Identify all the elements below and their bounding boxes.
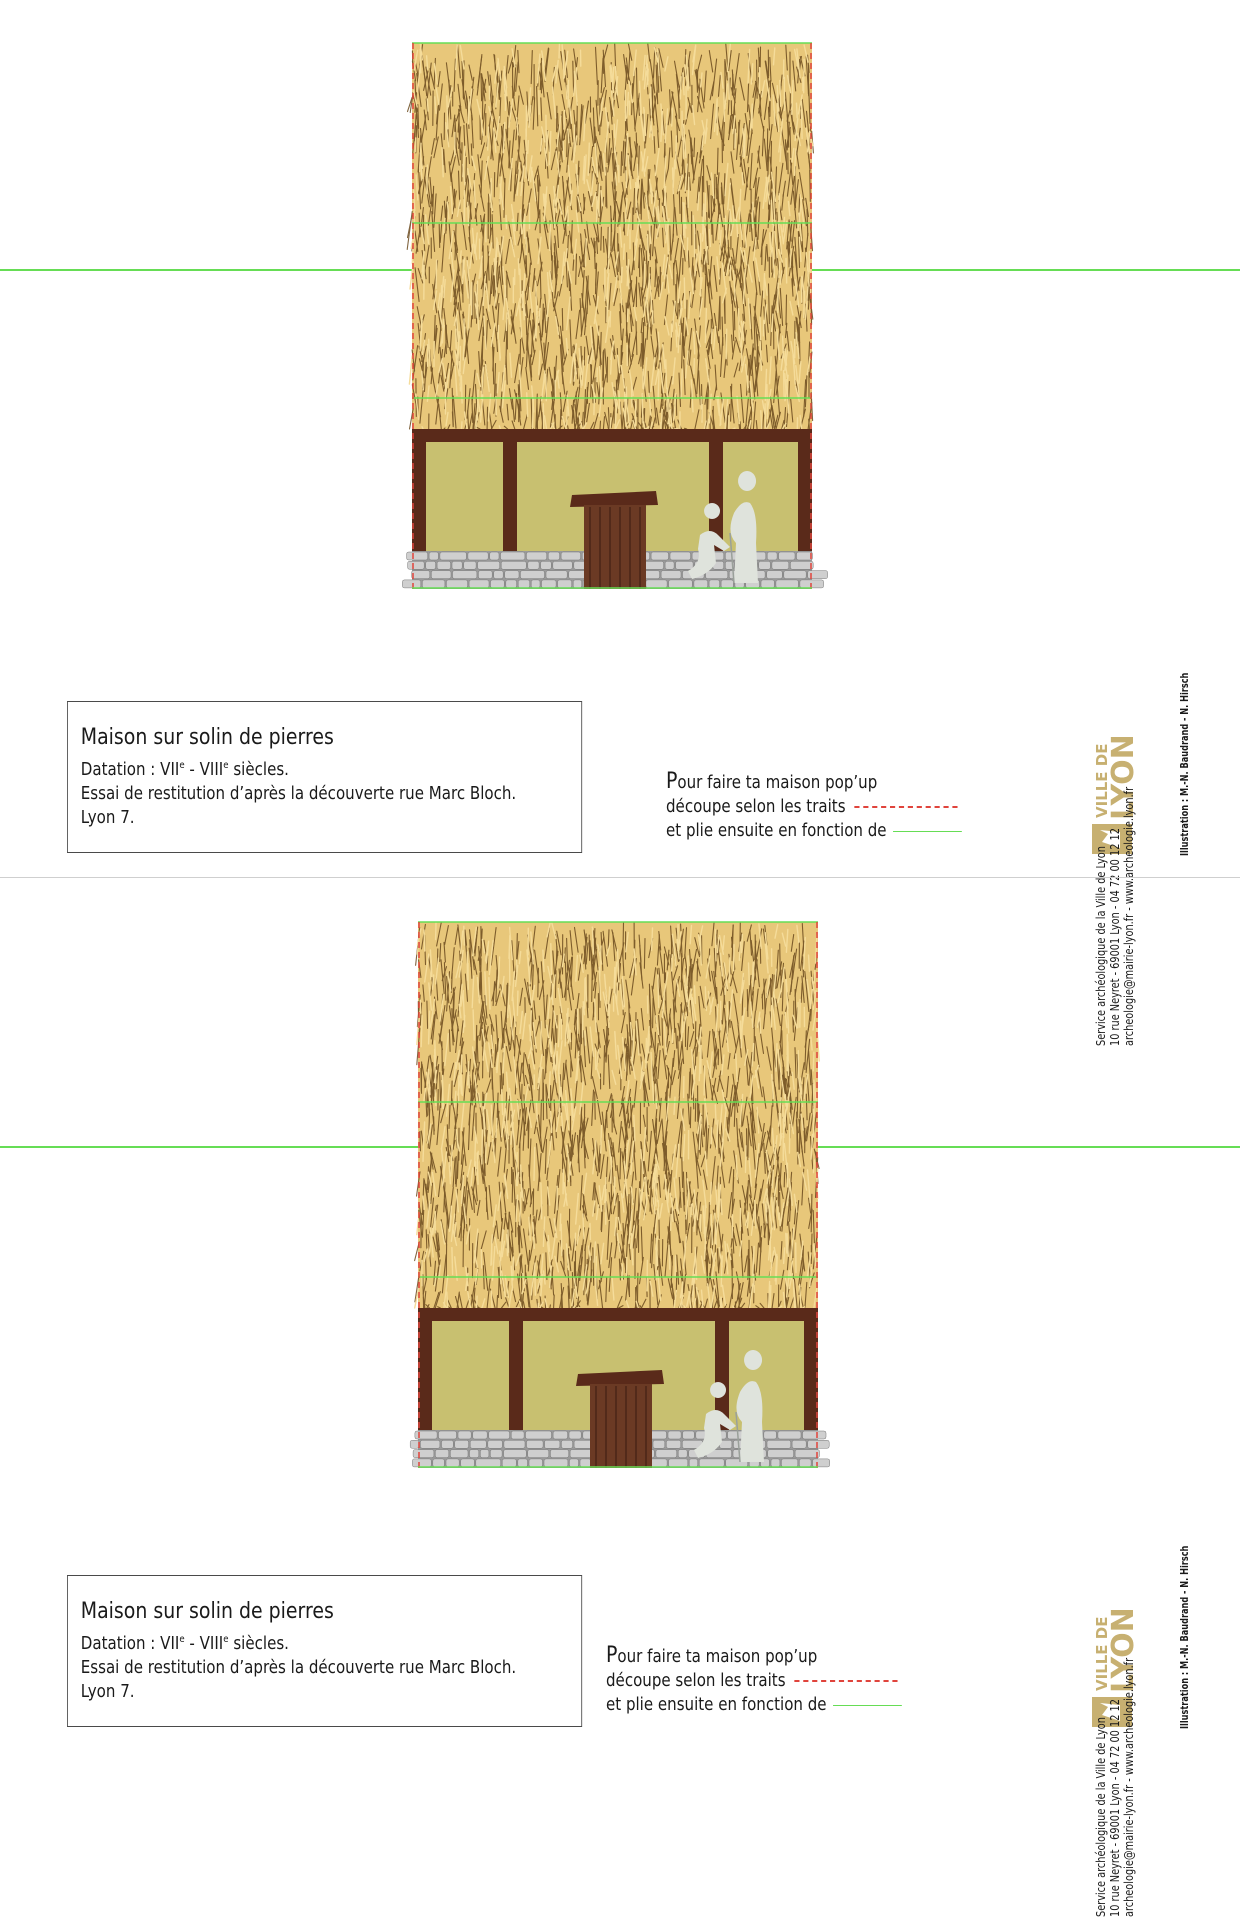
house-cutout: [418, 922, 818, 1468]
fold-line-legend: [893, 831, 962, 832]
illustration-credit: Illustration : M.-N. Baudrand - N. Hirsch: [1191, 656, 1207, 856]
svg-text:LYON: LYON: [1106, 1607, 1141, 1693]
instructions: Pour faire ta maison pop’up découpe selon les traits et plie ensuite en fonction de: [666, 770, 962, 843]
house-cutout: [412, 43, 812, 589]
instructions: Pour faire ta maison pop’up découpe selon les traits et plie ensuite en fonction de: [606, 1644, 902, 1717]
sheet-top: [0, 0, 1240, 877]
thatch-roof: [415, 922, 820, 1308]
info-box: [67, 1575, 582, 1727]
svg-text:VILLE DE: VILLE DE: [1093, 1617, 1111, 1691]
info-location: Lyon 7.: [81, 806, 582, 830]
info-restitution: Essai de restitution d’après la découverte rue Marc Bloch.: [81, 1656, 582, 1680]
info-restitution: Essai de restitution d’après la découverte rue Marc Bloch.: [81, 782, 582, 806]
info-title: Maison sur solin de pierres: [81, 724, 582, 752]
fold-line-legend: [833, 1705, 902, 1706]
illustration-credit: Illustration : M.-N. Baudrand - N. Hirsch: [1191, 1529, 1207, 1729]
fold-line-right: [818, 1146, 1240, 1148]
fold-line-left: [0, 1146, 418, 1148]
sheet-bottom: [0, 877, 1240, 1754]
info-location: Lyon 7.: [81, 1680, 582, 1704]
svg-text:VILLE DE: VILLE DE: [1093, 744, 1111, 818]
cut-line-legend: [854, 806, 957, 808]
service-address: Service archéologique de la Ville de Lyon 10 rue Neyret - 69001 Lyon - 04 72 00 12 12 archeologie@mairie-lyon.fr - www.archeologie.lyon.fr: [1136, 1587, 1196, 1917]
info-box: [67, 701, 582, 853]
fold-line-right: [812, 269, 1240, 271]
cut-line-legend: [794, 1680, 897, 1682]
service-address: Service archéologique de la Ville de Lyon 10 rue Neyret - 69001 Lyon - 04 72 00 12 12 archeologie@mairie-lyon.fr - www.archeologie.lyon.fr: [1136, 716, 1196, 1046]
thatch-roof: [407, 43, 813, 429]
info-title: Maison sur solin de pierres: [81, 1598, 582, 1626]
fold-line-left: [0, 269, 412, 271]
info-dating: Datation : VIIe - VIIIe siècles.: [81, 1628, 582, 1656]
svg-text:LYON: LYON: [1106, 734, 1141, 820]
info-dating: Datation : VIIe - VIIIe siècles.: [81, 754, 582, 782]
